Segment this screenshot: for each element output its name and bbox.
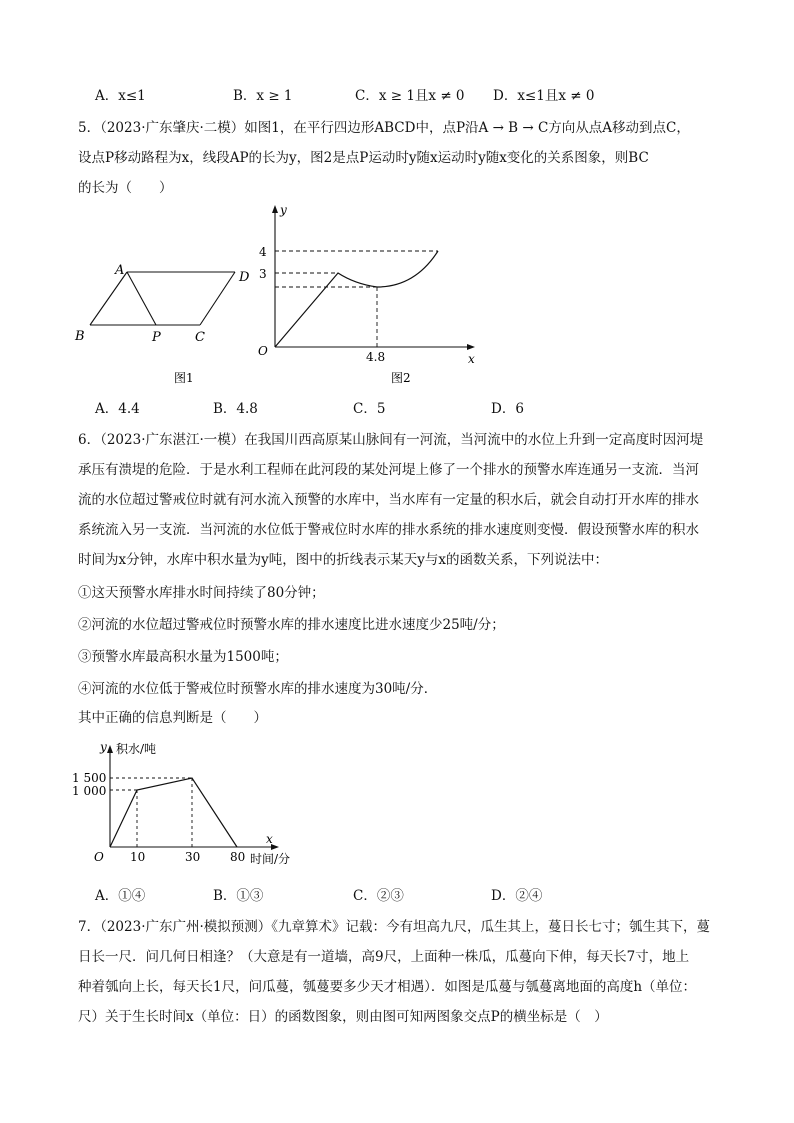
- x-axis-arrow: [467, 344, 475, 350]
- y-axis-arrow: [107, 745, 113, 753]
- q6-text-line-4: 系统流入另一支流．当河流的水位低于警戒位时水库的排水系统的排水速度则变慢．假设预警水库的积水: [78, 522, 699, 538]
- q7-text-line-2: 日长一尺．问几何日相逢？（大意是有一道墙，高9尺，上面种一株瓜，瓜蔓向下伸，每天长7寸，地上: [78, 949, 690, 965]
- q5-figure-1: [70, 255, 260, 390]
- chart-tick-1000: 1 000: [72, 784, 107, 798]
- fig2-y-label: y: [280, 203, 287, 217]
- q6-text-line-5: 时间为x分钟，水库中积水量为y吨，图中的折线表示某天y与x的函数关系，下列说法中：: [78, 552, 608, 568]
- q6-option-a[interactable]: A．①④: [95, 888, 146, 904]
- chart-y-unit: 积水/吨: [116, 742, 157, 756]
- q5-option-d[interactable]: D．6: [491, 401, 524, 417]
- q6-prompt: 其中正确的信息判断是（ ）: [78, 710, 267, 726]
- chart-tick-10: 10: [130, 850, 146, 864]
- q6-text-line-2: 承压有溃堤的危险．于是水利工程师在此河段的某处河堤上修了一个排水的预警水库连通另一支流．当河: [78, 462, 699, 478]
- q5-option-b[interactable]: B．4.8: [213, 401, 258, 417]
- fig2-x-label: x: [468, 352, 475, 366]
- chart-tick-30: 30: [185, 850, 201, 864]
- q6-option-b[interactable]: B．①③: [213, 888, 264, 904]
- q4-option-a[interactable]: A．x≤1: [95, 88, 146, 104]
- q4-option-c[interactable]: C．x ≥ 1且x ≠ 0: [355, 88, 465, 104]
- q6-statement-2: ②河流的水位超过警戒位时预警水库的排水速度比进水速度少25吨/分；: [78, 617, 505, 633]
- q5-figure-2: [250, 200, 490, 390]
- q5-option-a[interactable]: A．4.4: [95, 401, 140, 417]
- q6-text-line-1: 6．（2023·广东湛江·一模）在我国川西高原某山脉间有一河流，当河流中的水位上升到一定高度时因河堤: [78, 432, 704, 448]
- q5-text-line-3: 的长为（ ）: [78, 180, 173, 196]
- q7-text-line-4: 尺）关于生长时间x（单位：日）的函数图象，则由图可知两图象交点P的横坐标是（ ）: [78, 1009, 608, 1025]
- chart-tick-1500: 1 500: [72, 771, 107, 785]
- label-d: D: [239, 270, 250, 285]
- q5-option-c[interactable]: C．5: [353, 401, 386, 417]
- function-curve: [275, 251, 438, 347]
- q7-text-line-3: 种着瓠向上长，每天长1尺，问瓜蔓，瓠蔓要多少天才相遇）．如图是瓜蔓与瓠蔓离地面的高度h（单位：: [78, 979, 697, 995]
- label-b: B: [75, 329, 85, 344]
- q7-text-line-1: 7．（2023·广东广州·模拟预测）《九章算术》记载：今有坦高九尺，瓜生其上，蔓日长七寸；瓠生其下，蔓: [78, 919, 711, 935]
- q6-text-line-3: 流的水位超过警戒位时就有河水流入预警的水库中，当水库有一定量的积水后，就会自动打开水库的排水: [78, 492, 699, 508]
- q6-statement-3: ③预警水库最高积水量为1500吨；: [78, 649, 288, 665]
- fig2-tick-4: 4: [259, 245, 267, 259]
- chart-x-label: x: [266, 832, 273, 846]
- edge-dc: [200, 272, 235, 325]
- q5-text-line-1: 5．（2023·广东肇庆·二模）如图1，在平行四边形ABCD中，点P沿A → B → C方向从点A移动到点C，: [78, 120, 690, 136]
- q4-options: [95, 84, 695, 104]
- q4-option-b[interactable]: B．x ≥ 1: [233, 88, 293, 104]
- fig2-caption: 图2: [391, 371, 411, 385]
- q4-option-d[interactable]: D．x≤1且x ≠ 0: [493, 88, 595, 104]
- q6-option-d[interactable]: D．②④: [491, 888, 543, 904]
- q5-text-line-2: 设点P移动路程为x，线段AP的长为y，图2是点P运动时y随x运动时y随x变化的关系图象，则BC: [78, 150, 649, 166]
- q6-statement-1: ①这天预警水库排水时间持续了80分钟；: [78, 585, 325, 601]
- q6-statement-4: ④河流的水位低于警戒位时预警水库的排水速度为30吨/分．: [78, 681, 438, 697]
- fig2-origin: O: [258, 344, 268, 358]
- label-a: A: [115, 263, 125, 278]
- fig2-tick-3: 3: [259, 267, 267, 281]
- q6-option-c[interactable]: C．②③: [353, 888, 404, 904]
- water-polyline: [110, 778, 237, 847]
- q6-options: [95, 884, 695, 904]
- q6-chart: [70, 735, 310, 875]
- chart-origin: O: [94, 850, 104, 864]
- fig1-caption: 图1: [174, 371, 194, 385]
- chart-tick-80: 80: [230, 850, 246, 864]
- edge-ab: [90, 272, 127, 325]
- chart-y-label: y: [100, 740, 107, 754]
- q5-options: [95, 397, 695, 417]
- fig2-tick-4-8: 4.8: [366, 350, 386, 364]
- segment-ap: [127, 272, 156, 325]
- label-c: C: [195, 330, 205, 345]
- chart-x-unit: 时间/分: [250, 852, 291, 866]
- y-axis-arrow: [272, 205, 278, 213]
- label-p: P: [152, 330, 161, 345]
